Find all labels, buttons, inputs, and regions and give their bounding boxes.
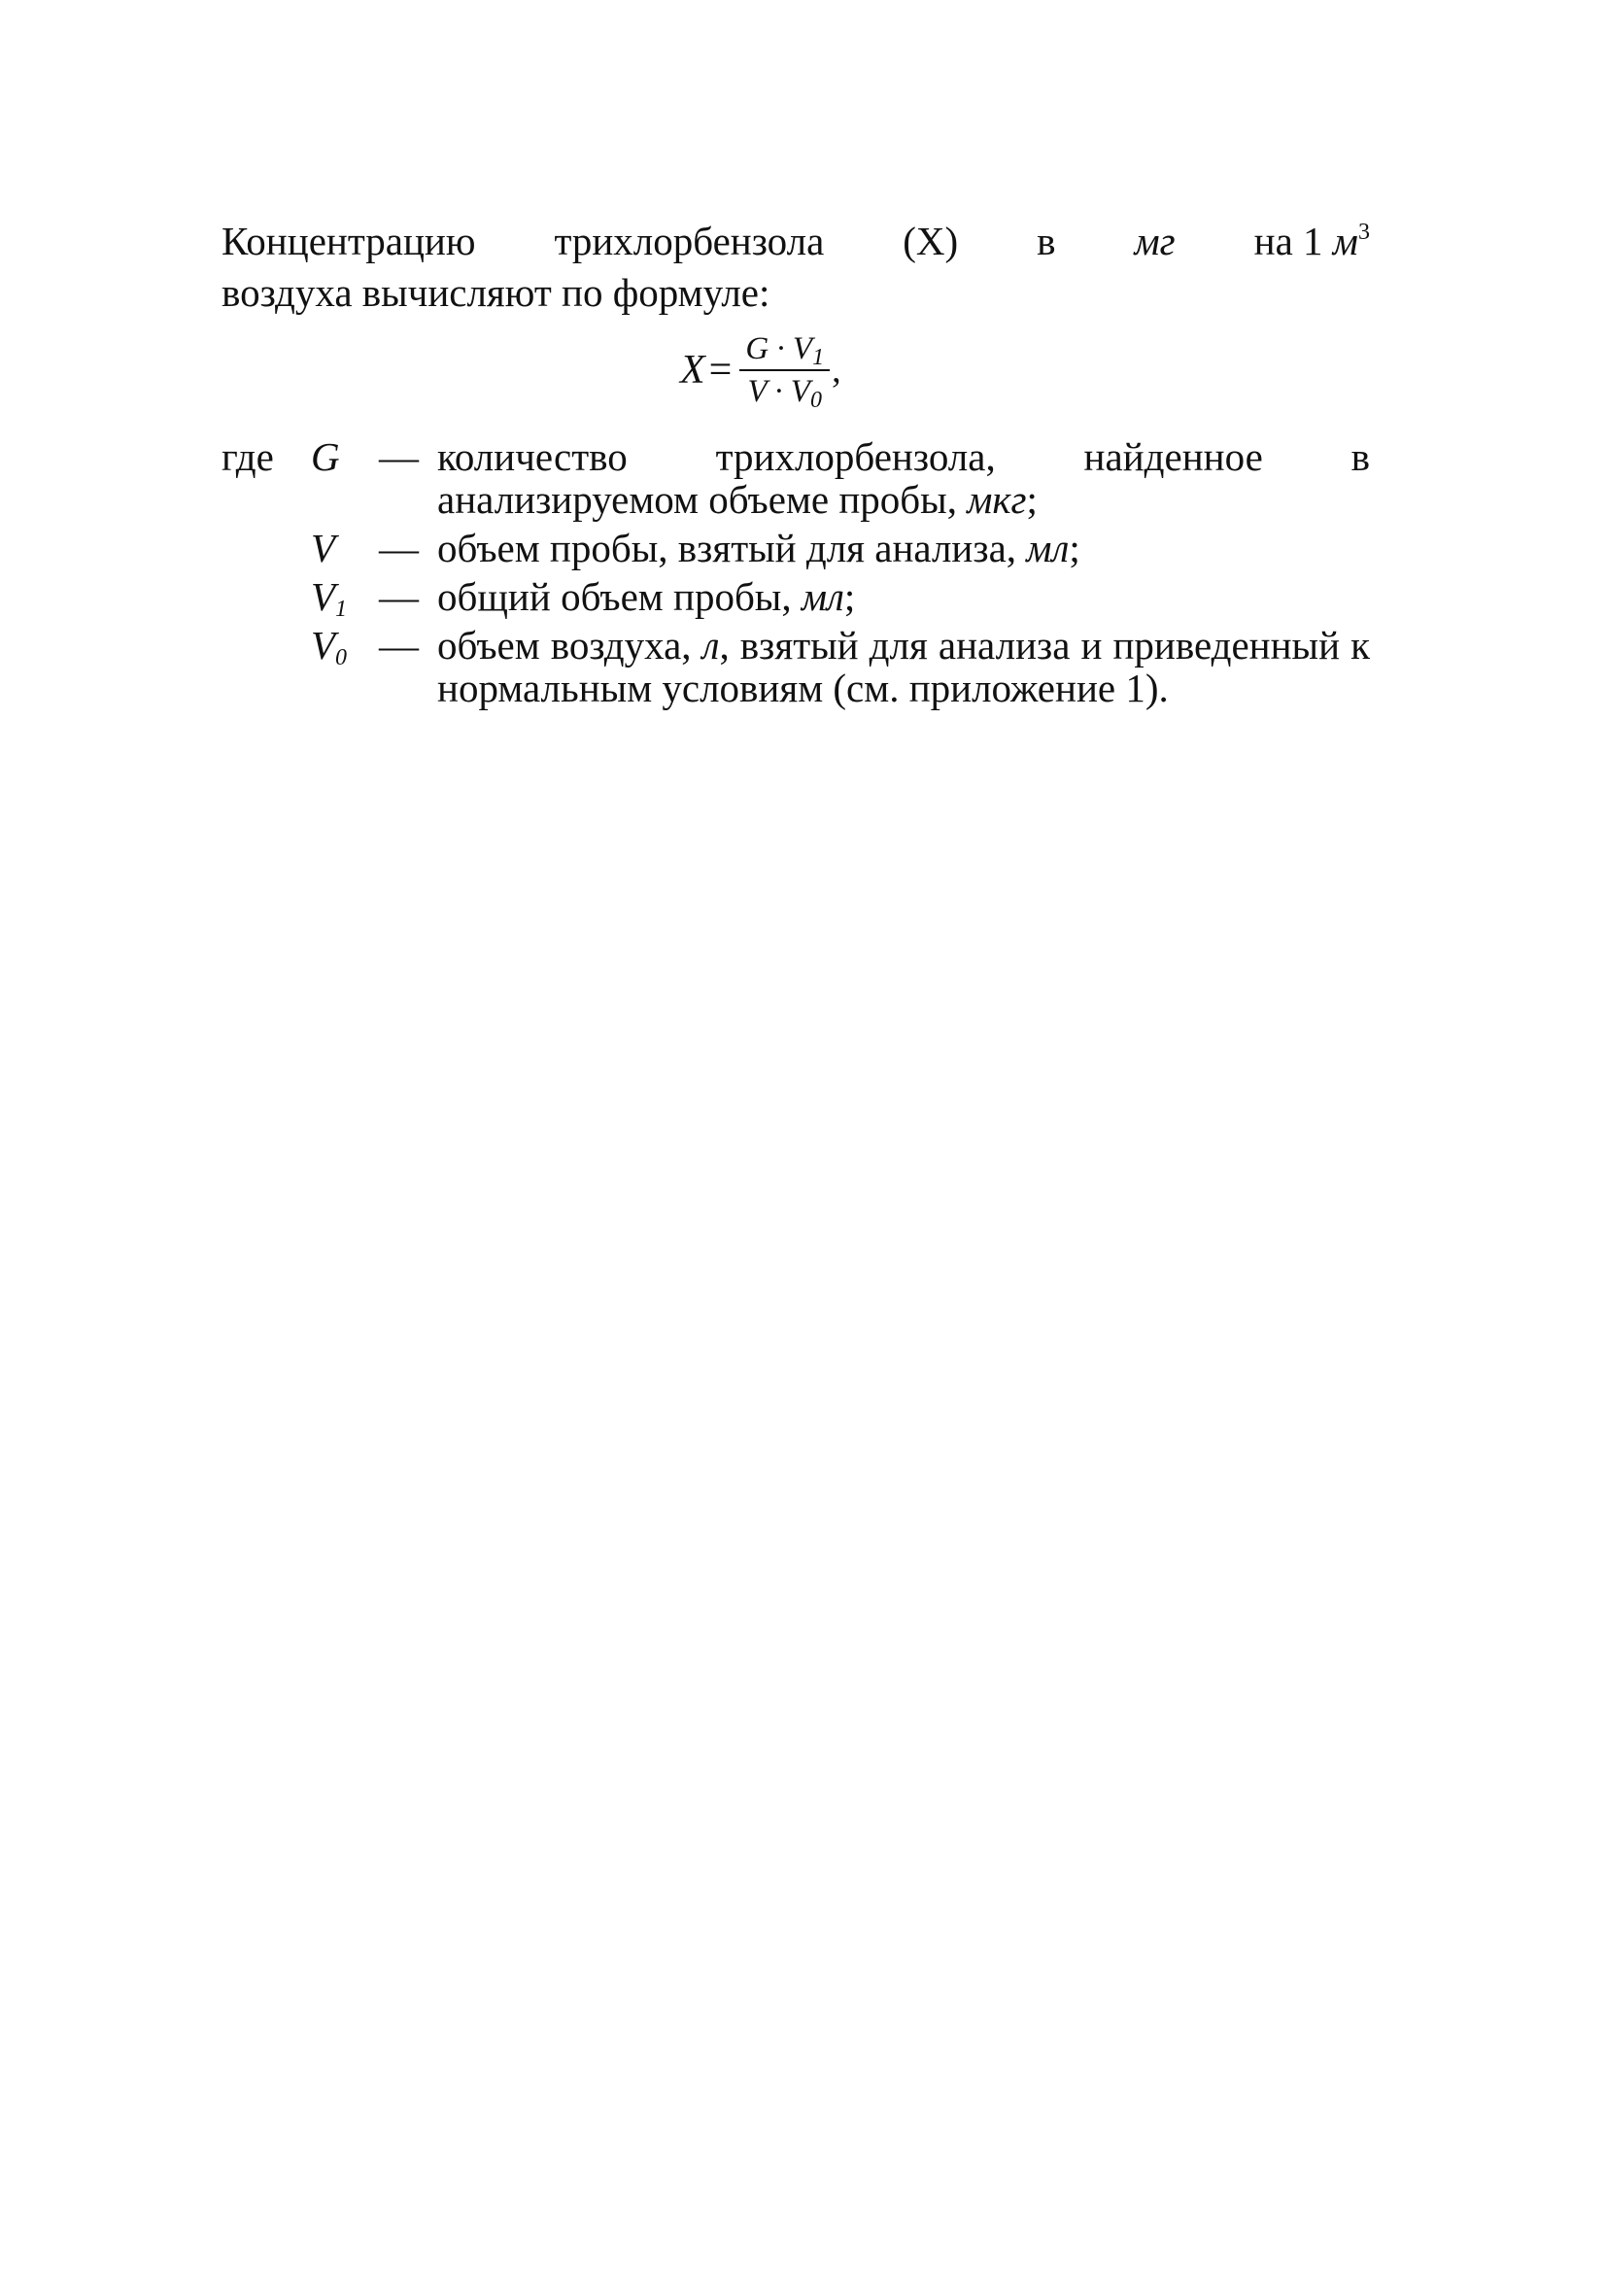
definition-v1 — [222, 574, 1370, 622]
definition-unit: мл — [801, 574, 844, 619]
definition-dash: — — [379, 434, 419, 479]
definition-unit: л — [701, 623, 720, 668]
formula-numerator-text: G · V — [745, 331, 813, 366]
definition-symbol — [311, 574, 379, 622]
intro-unit-exponent: 3 — [1357, 220, 1370, 245]
formula-denominator-subscript: 0 — [809, 388, 822, 413]
definition-text — [437, 575, 1370, 618]
definition-indent — [222, 624, 311, 709]
definition-v — [222, 527, 1370, 569]
definition-g — [222, 435, 1370, 521]
intro-unit-volume — [1254, 216, 1370, 267]
definition-symbol: V — [311, 526, 336, 570]
variable-definitions — [222, 435, 1370, 715]
definition-symbol-letter: V — [311, 574, 336, 619]
definition-text — [437, 527, 1370, 569]
intro-unit-mg: мг — [1134, 219, 1176, 263]
formula-numerator — [739, 330, 830, 370]
definition-symbol-letter: V — [311, 623, 336, 668]
formula-equals: = — [708, 348, 733, 393]
definition-text — [437, 435, 1370, 521]
definition-dash: — — [379, 623, 419, 668]
definition-description-end: , взятый для анализа и приведенный к нормальным условиям (см. приложение 1). — [437, 623, 1371, 710]
definition-description-start: объем воздуха, — [437, 623, 692, 668]
definition-description: объем пробы, взятый для анализа, — [437, 526, 1017, 570]
intro-line-2: воздуха вычисляют по формуле: — [222, 270, 770, 315]
formula-denominator-text: V · V — [747, 374, 810, 409]
definition-symbol-subscript: 0 — [335, 645, 348, 670]
where-label: где — [222, 434, 274, 479]
definition-indent — [222, 575, 311, 618]
definition-description: количество трихлорбензола, найденное в анализируемом объеме пробы, — [437, 434, 1370, 522]
intro-unit-m: м — [1332, 219, 1358, 263]
fraction-bar — [739, 369, 830, 371]
definition-indent — [222, 527, 311, 569]
definition-description: общий объем пробы, — [437, 574, 792, 619]
intro-variable-x: (X) — [903, 219, 959, 263]
intro-word-trichlorobenzene: трихлорбензола — [554, 219, 825, 263]
concentration-formula — [680, 330, 841, 413]
definition-dash: — — [379, 526, 419, 570]
definition-text — [437, 624, 1370, 709]
definition-end: ; — [1026, 477, 1038, 522]
formula-numerator-subscript: 1 — [812, 345, 825, 370]
intro-line-1 — [222, 216, 1370, 267]
definition-symbol — [311, 624, 379, 709]
definition-end: ; — [1069, 526, 1080, 570]
formula-denominator — [741, 373, 827, 413]
formula-fraction — [739, 330, 830, 413]
formula-lhs: X — [680, 348, 705, 393]
definition-symbol: G — [311, 434, 340, 479]
definition-v0 — [222, 624, 1370, 709]
intro-word-per-one: на 1 — [1253, 219, 1323, 263]
definition-unit: мкг — [967, 477, 1027, 522]
formula-comma: , — [832, 350, 841, 391]
definition-symbol-subscript: 1 — [335, 597, 348, 622]
intro-word-concentration: Концентрацию — [222, 219, 476, 263]
intro-paragraph — [222, 216, 1370, 319]
definition-end: ; — [843, 574, 856, 619]
intro-word-in: в — [1037, 219, 1056, 263]
definition-unit: мл — [1026, 526, 1070, 570]
definition-dash: — — [379, 574, 419, 619]
